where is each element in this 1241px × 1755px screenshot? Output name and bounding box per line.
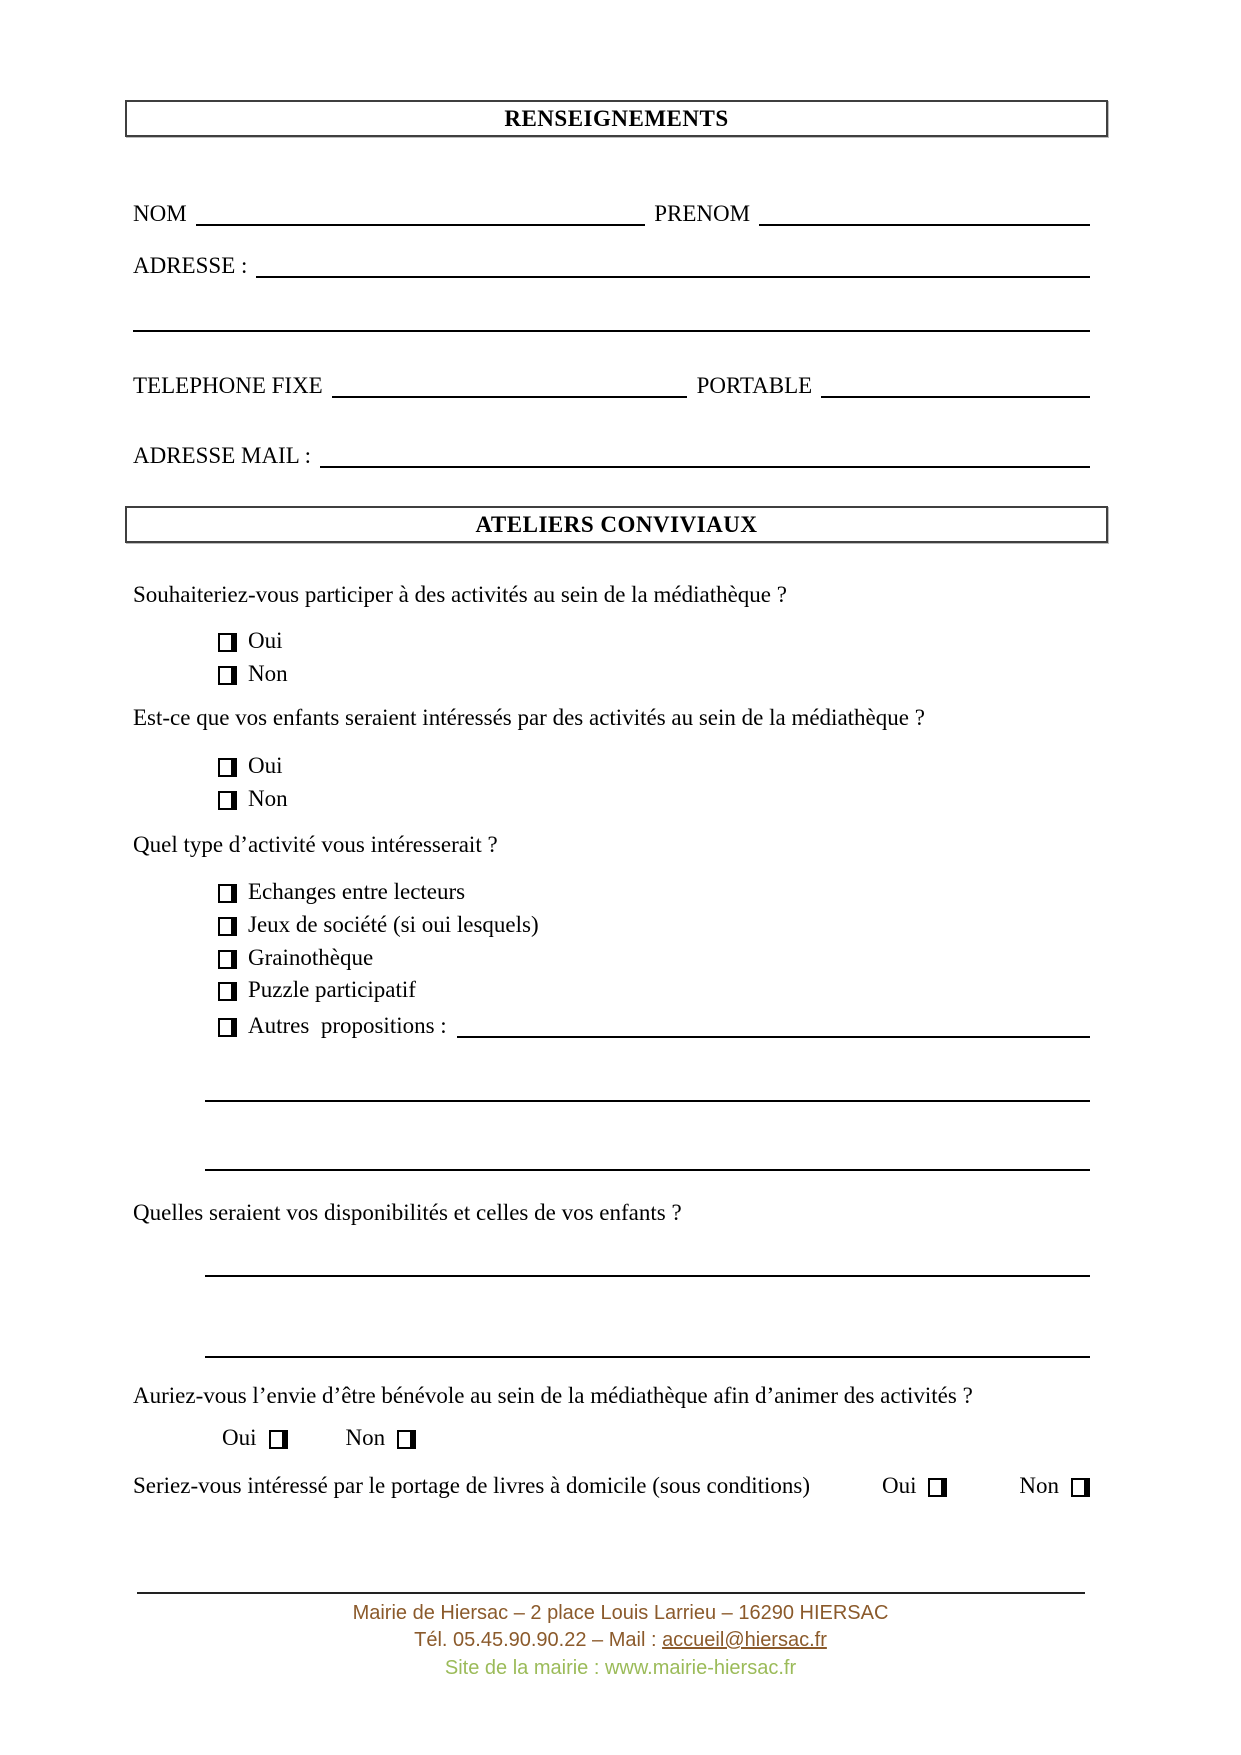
q5-oui-checkbox[interactable] bbox=[269, 1430, 288, 1449]
section-title-text: ATELIERS CONVIVIAUX bbox=[475, 511, 758, 537]
section-title-ateliers bbox=[125, 506, 1108, 543]
telephone-row bbox=[133, 366, 1090, 398]
q3-jeux-label: Jeux de société (si oui lesquels) bbox=[248, 911, 539, 937]
q3-option-grainotheque bbox=[218, 944, 1090, 970]
q2-option-non bbox=[218, 785, 1090, 811]
q3-autres-label: Autres propositions : bbox=[248, 1012, 447, 1038]
q3-puzzle-checkbox[interactable] bbox=[218, 982, 237, 1001]
nom-label: NOM bbox=[133, 200, 187, 226]
footer-site: Site de la mairie : www.mairie-hiersac.fr bbox=[444, 1657, 797, 1679]
autres-writein-line-2[interactable] bbox=[205, 1169, 1090, 1171]
q3-autres-checkbox[interactable] bbox=[218, 1018, 237, 1037]
adresse-mail-row bbox=[133, 436, 1090, 468]
q2-option-oui bbox=[218, 752, 1090, 778]
question-participation: Souhaiteriez-vous participer à des activités au sein de la médiathèque ? bbox=[133, 582, 787, 607]
nom-prenom-row bbox=[133, 194, 1090, 226]
q3-grainotheque-label: Grainothèque bbox=[248, 944, 374, 970]
footer-tel-mail bbox=[0, 1628, 1241, 1652]
mail-field-line[interactable] bbox=[320, 434, 1090, 468]
q6-option-oui bbox=[882, 1474, 948, 1498]
q3-option-autres bbox=[218, 1008, 1090, 1038]
adresse-field-line[interactable] bbox=[256, 244, 1090, 278]
prenom-label: PRENOM bbox=[654, 200, 751, 226]
portable-field-line[interactable] bbox=[821, 364, 1090, 398]
section-title-renseignements bbox=[125, 100, 1108, 137]
question-disponibilites: Quelles seraient vos disponibilités et celles de vos enfants ? bbox=[133, 1200, 682, 1225]
q1-non-checkbox[interactable] bbox=[218, 666, 237, 685]
q5-oui-label: Oui bbox=[222, 1424, 257, 1450]
q3-option-puzzle bbox=[218, 976, 1090, 1002]
q3-grainotheque-checkbox[interactable] bbox=[218, 950, 237, 969]
autres-propositions-line[interactable] bbox=[457, 1006, 1090, 1038]
q1-oui-checkbox[interactable] bbox=[218, 633, 237, 652]
telephone-field-line[interactable] bbox=[332, 364, 687, 398]
q2-non-label: Non bbox=[248, 785, 288, 811]
adresse-mail-label: ADRESSE MAIL : bbox=[133, 442, 312, 468]
q1-non-label: Non bbox=[248, 660, 288, 686]
footer-address: Mairie de Hiersac – 2 place Louis Larrieu – 16290 HIERSAC bbox=[352, 1602, 889, 1624]
nom-field-line[interactable] bbox=[196, 192, 646, 226]
q6-option-non bbox=[1019, 1474, 1090, 1498]
q6-non-checkbox[interactable] bbox=[1071, 1478, 1090, 1497]
q5-non-label: Non bbox=[345, 1424, 386, 1450]
q3-jeux-checkbox[interactable] bbox=[218, 917, 237, 936]
q1-option-non bbox=[218, 660, 1090, 686]
question-benevole: Auriez-vous l’envie d’être bénévole au sein de la médiathèque afin d’animer des activités ? bbox=[133, 1383, 973, 1408]
q3-echanges-checkbox[interactable] bbox=[218, 884, 237, 903]
q3-option-jeux bbox=[218, 911, 1090, 937]
disponibilites-writein-line-1[interactable] bbox=[205, 1275, 1090, 1277]
q3-echanges-label: Echanges entre lecteurs bbox=[248, 878, 466, 904]
prenom-field-line[interactable] bbox=[759, 192, 1090, 226]
q2-non-checkbox[interactable] bbox=[218, 791, 237, 810]
q6-oui-label: Oui bbox=[881, 1472, 917, 1498]
question-enfants: Est-ce que vos enfants seraient intéressés par des activités au sein de la médiathèque ? bbox=[133, 705, 925, 730]
footer-separator bbox=[137, 1592, 1085, 1594]
q5-non-checkbox[interactable] bbox=[397, 1430, 416, 1449]
adresse-row bbox=[133, 246, 1090, 278]
footer-email-link[interactable]: accueil@hiersac.fr bbox=[662, 1629, 827, 1651]
q2-oui-checkbox[interactable] bbox=[218, 758, 237, 777]
q5-options-row bbox=[222, 1424, 416, 1450]
footer-tel-mail-prefix: Tél. 05.45.90.90.22 – Mail : bbox=[414, 1629, 663, 1651]
q2-oui-label: Oui bbox=[248, 752, 283, 778]
disponibilites-writein-line-2[interactable] bbox=[205, 1356, 1090, 1358]
question-portage-row bbox=[133, 1468, 1090, 1498]
q1-option-oui bbox=[218, 627, 1090, 653]
question-portage: Seriez-vous intéressé par le portage de livres à domicile (sous conditions) bbox=[133, 1472, 811, 1498]
adresse-label: ADRESSE : bbox=[133, 252, 248, 278]
telephone-fixe-label: TELEPHONE FIXE bbox=[133, 372, 323, 398]
portable-label: PORTABLE bbox=[696, 372, 813, 398]
q3-option-echanges bbox=[218, 878, 1090, 904]
question-type-activite: Quel type d’activité vous intéresserait ? bbox=[133, 832, 498, 857]
q6-oui-checkbox[interactable] bbox=[928, 1478, 947, 1497]
q1-oui-label: Oui bbox=[248, 627, 283, 653]
q6-non-label: Non bbox=[1019, 1472, 1059, 1498]
autres-writein-line-1[interactable] bbox=[205, 1100, 1090, 1102]
adresse-field-line-2[interactable] bbox=[133, 330, 1090, 332]
q3-puzzle-label: Puzzle participatif bbox=[248, 976, 416, 1002]
section-title-text: RENSEIGNEMENTS bbox=[504, 105, 729, 131]
